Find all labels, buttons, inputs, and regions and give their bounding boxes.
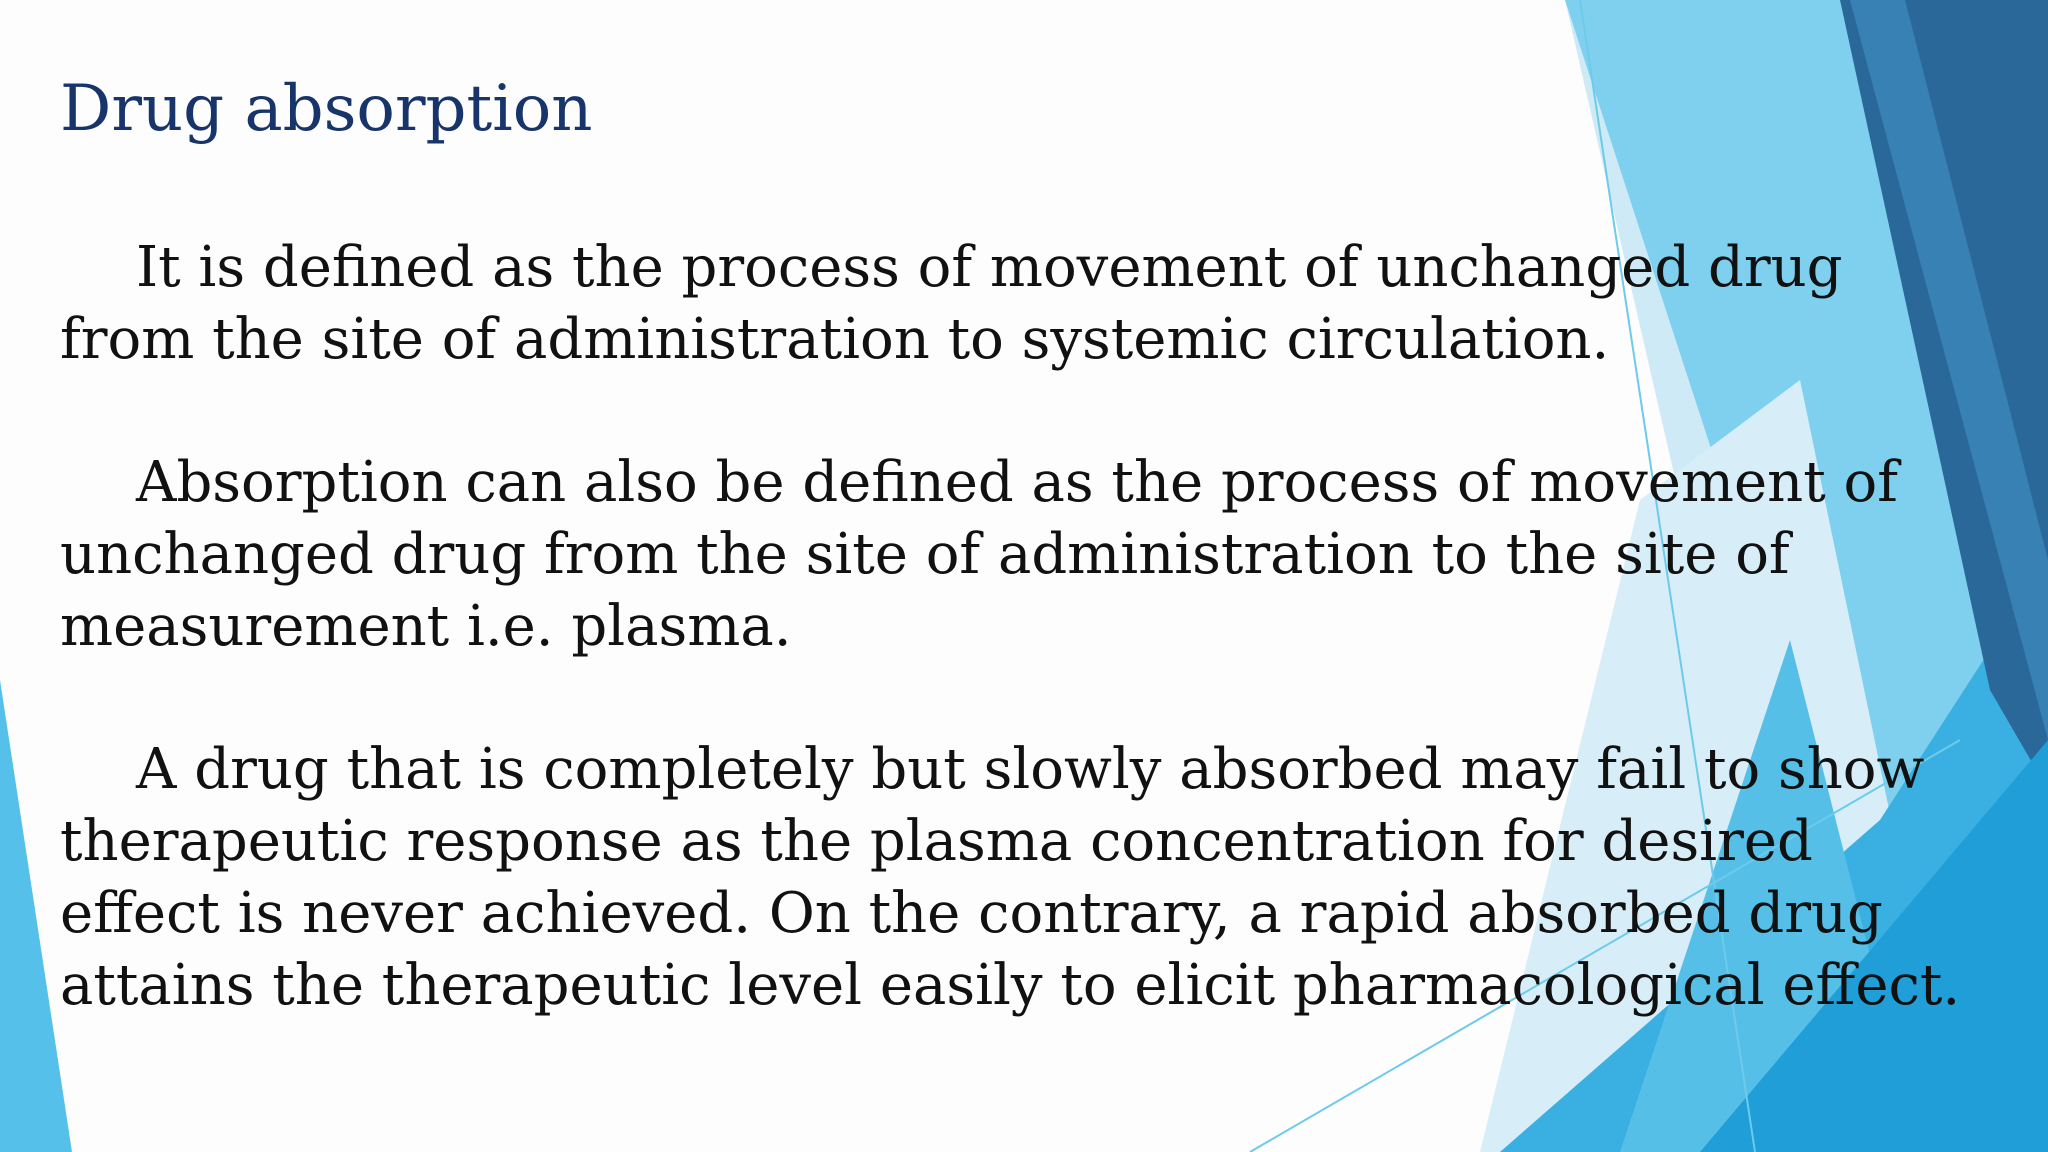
text-line: A drug that is completely but slowly absorbed may fail to show — [136, 737, 1925, 802]
text-line: It is defined as the process of movement of unchanged drug — [136, 235, 1843, 300]
text-line: attains the therapeutic level easily to elicit pharmacological effect. — [60, 953, 1961, 1018]
text-line: therapeutic response as the plasma concentration for desired — [60, 809, 1813, 874]
text-line: Absorption can also be defined as the process of movement of — [136, 450, 1898, 515]
paragraph-absorption-rate — [60, 734, 2020, 1022]
paragraph-definition — [60, 232, 2020, 376]
text-line: effect is never achieved. On the contrary, a rapid absorbed drug — [60, 881, 1883, 946]
text-line: unchanged drug from the site of administration to the site of — [60, 522, 1790, 587]
slide-title: Drug absorption — [60, 72, 593, 146]
text-line: measurement i.e. plasma. — [60, 594, 792, 659]
text-line: from the site of administration to systemic circulation. — [60, 307, 1610, 372]
paragraph-alternate-definition — [60, 447, 2020, 663]
slide-body — [60, 232, 2020, 1093]
